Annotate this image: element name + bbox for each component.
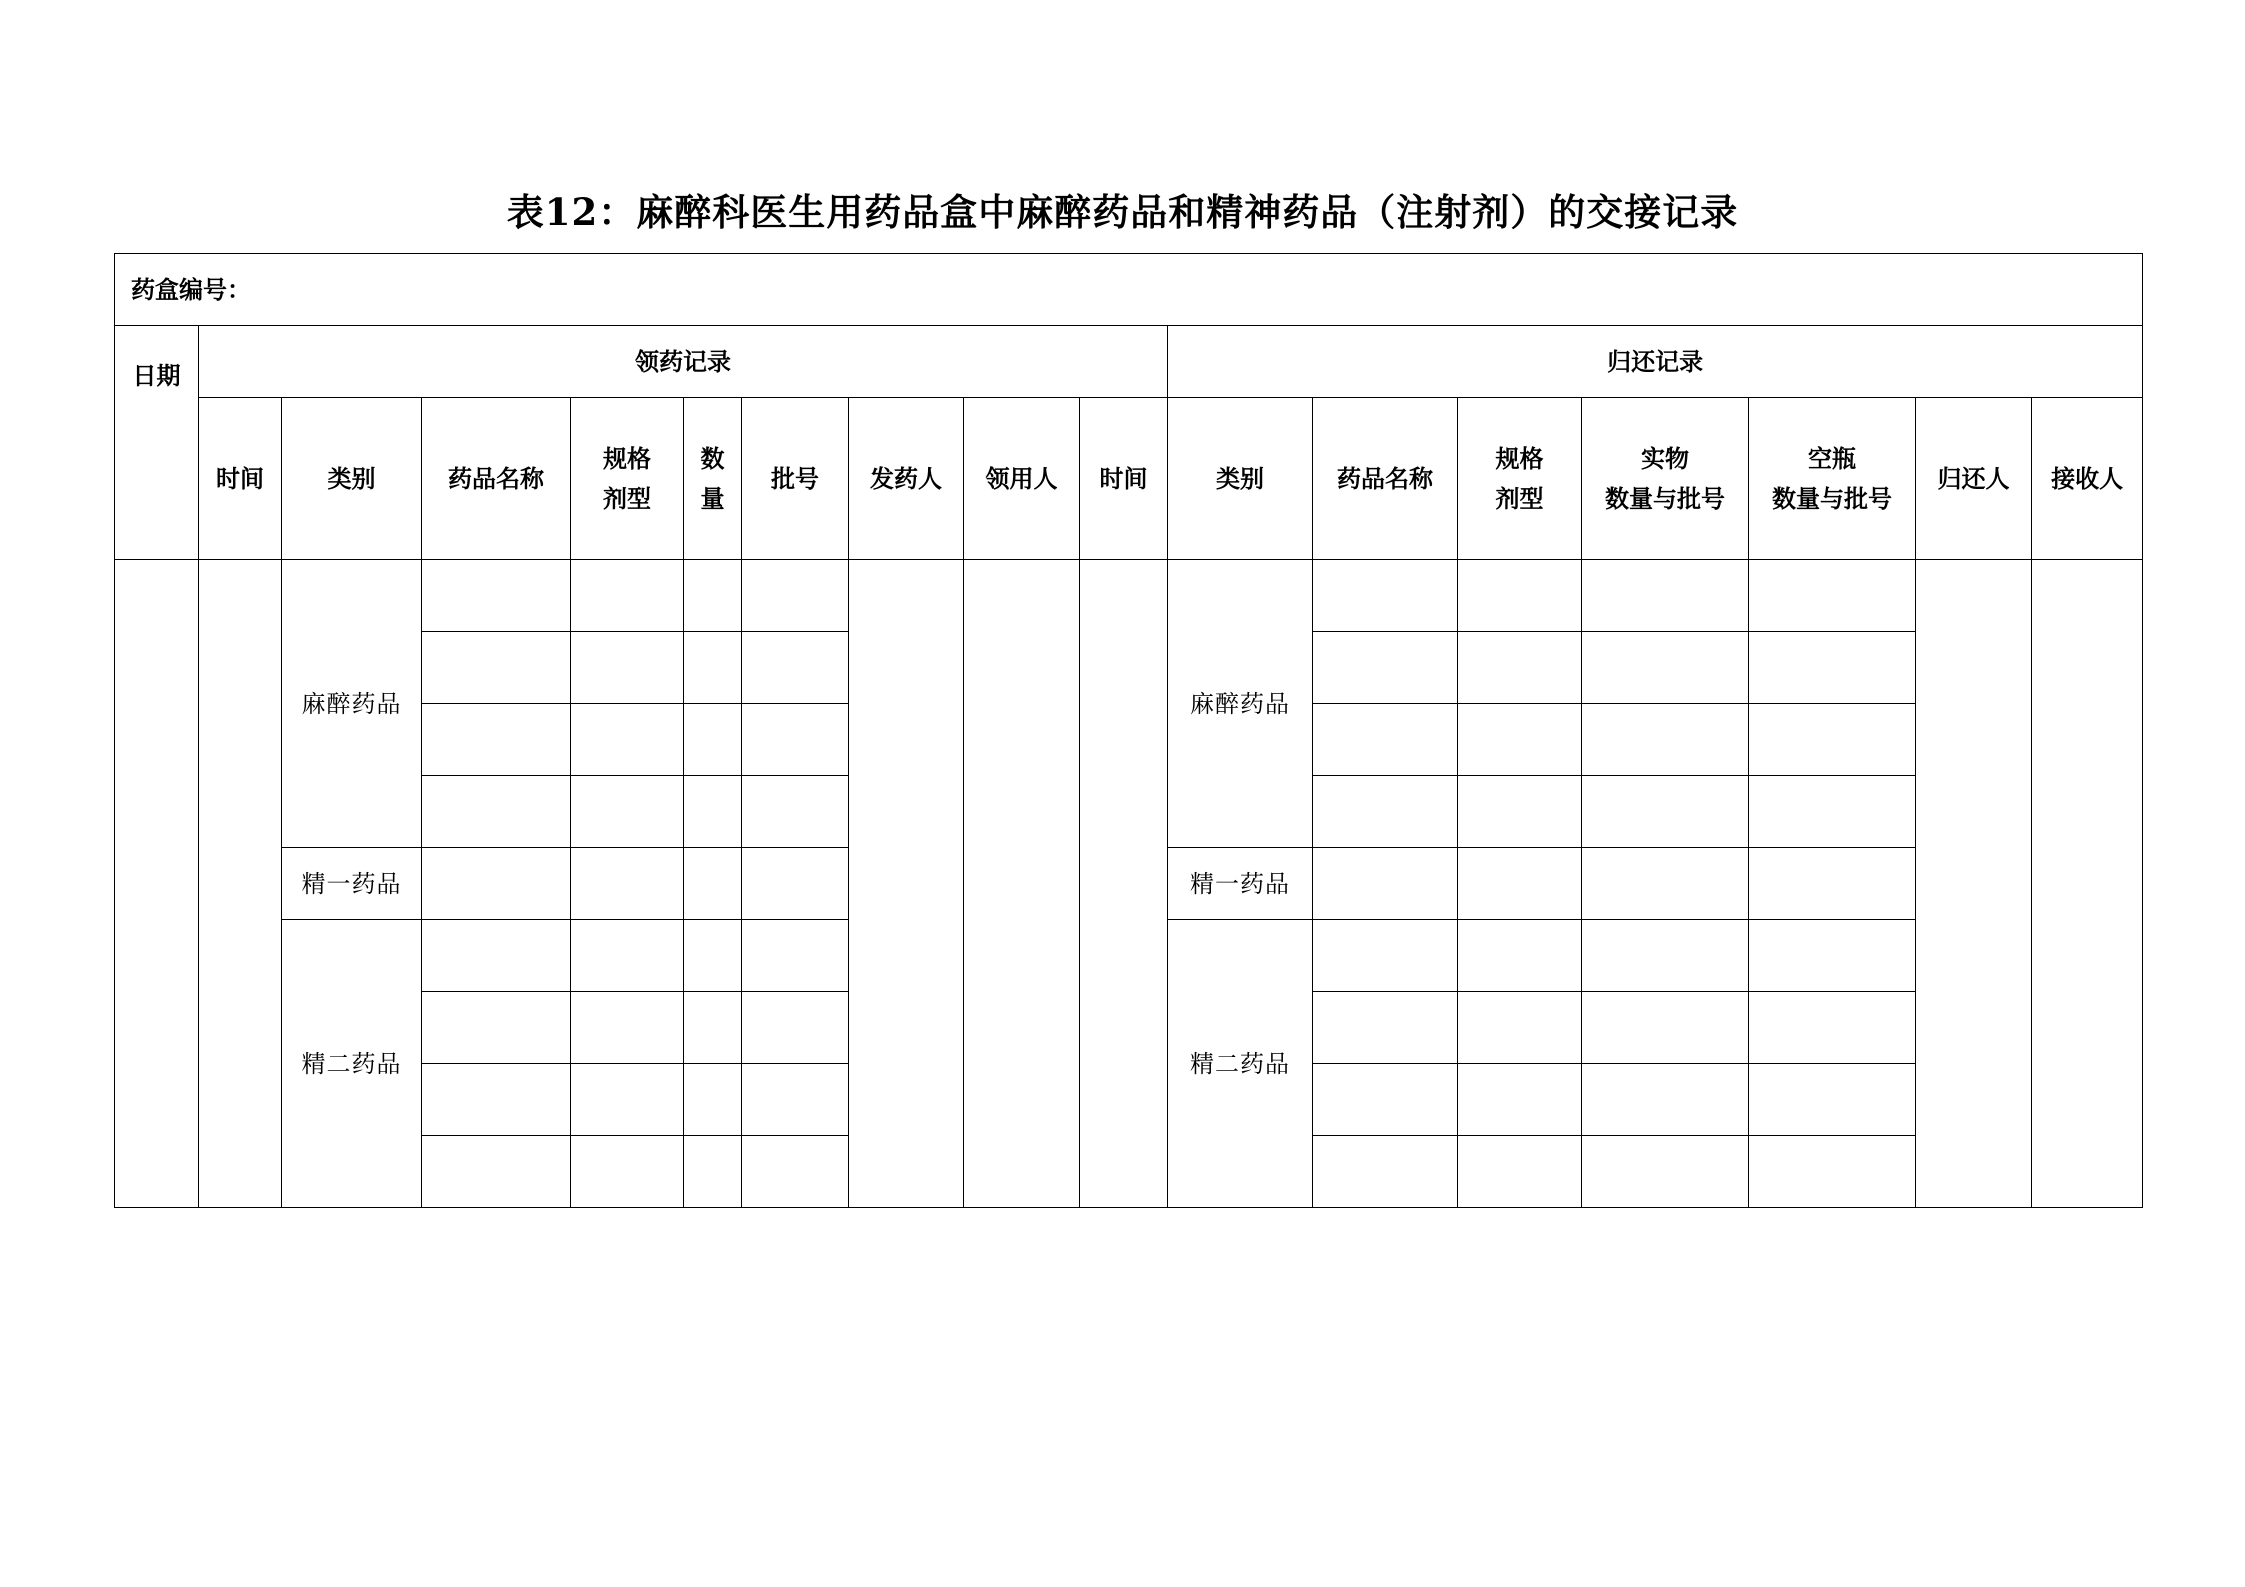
- receive-drug-name-cell[interactable]: [422, 1136, 571, 1208]
- return-spec-cell[interactable]: [1458, 560, 1582, 632]
- receive-qty-cell[interactable]: [684, 920, 742, 992]
- return-actual-cell[interactable]: [1582, 1136, 1749, 1208]
- return-spec-cell[interactable]: [1458, 992, 1582, 1064]
- return-actual-cell[interactable]: [1582, 920, 1749, 992]
- return-empty-cell[interactable]: [1749, 560, 1916, 632]
- return-spec-cell[interactable]: [1458, 848, 1582, 920]
- returner-input-cell[interactable]: [1916, 560, 2032, 1208]
- header-receive-batch: 批号: [742, 398, 849, 560]
- return-empty-cell[interactable]: [1749, 776, 1916, 848]
- header-return-section: 归还记录: [1168, 326, 2143, 398]
- return-actual-cell[interactable]: [1582, 848, 1749, 920]
- receive-dispenser-input-cell[interactable]: [849, 560, 964, 1208]
- return-actual-cell[interactable]: [1582, 632, 1749, 704]
- receive-spec-cell[interactable]: [571, 920, 684, 992]
- receive-category-psych1: 精一药品: [282, 848, 422, 920]
- header-return-empty-line2: 数量与批号: [1772, 484, 1892, 513]
- acceptor-input-cell[interactable]: [2032, 560, 2143, 1208]
- return-actual-cell[interactable]: [1582, 560, 1749, 632]
- header-return-empty: [1749, 398, 1916, 560]
- return-actual-cell[interactable]: [1582, 992, 1749, 1064]
- header-return-spec: [1458, 398, 1582, 560]
- header-receive-time: 时间: [199, 398, 282, 560]
- header-return-category: 类别: [1168, 398, 1313, 560]
- return-drug-name-cell[interactable]: [1313, 704, 1458, 776]
- receive-category-anesthetic: 麻醉药品: [282, 560, 422, 848]
- receive-spec-cell[interactable]: [571, 1136, 684, 1208]
- receive-receiver-input-cell[interactable]: [964, 560, 1080, 1208]
- receive-batch-cell[interactable]: [742, 632, 849, 704]
- receive-spec-cell[interactable]: [571, 560, 684, 632]
- receive-drug-name-cell[interactable]: [422, 704, 571, 776]
- return-drug-name-cell[interactable]: [1313, 776, 1458, 848]
- return-drug-name-cell[interactable]: [1313, 1136, 1458, 1208]
- header-receive-category: 类别: [282, 398, 422, 560]
- receive-category-psych2: 精二药品: [282, 920, 422, 1208]
- header-receive-qty-line1: 数: [700, 444, 725, 473]
- header-return-spec-line2: 剂型: [1495, 484, 1544, 513]
- header-receive-qty: [684, 398, 742, 560]
- header-receive-receiver: 领用人: [964, 398, 1080, 560]
- return-spec-cell[interactable]: [1458, 704, 1582, 776]
- header-return-empty-line1: 空瓶: [1808, 444, 1856, 473]
- header-return-drug-name: 药品名称: [1313, 398, 1458, 560]
- receive-batch-cell[interactable]: [742, 992, 849, 1064]
- page-title: 表12：麻醉科医生用药品盒中麻醉药品和精神药品（注射剂）的交接记录: [506, 190, 1739, 234]
- receive-batch-cell[interactable]: [742, 1064, 849, 1136]
- return-spec-cell[interactable]: [1458, 776, 1582, 848]
- return-category-psych2: 精二药品: [1168, 920, 1313, 1208]
- return-empty-cell[interactable]: [1749, 632, 1916, 704]
- return-empty-cell[interactable]: [1749, 992, 1916, 1064]
- return-spec-cell[interactable]: [1458, 632, 1582, 704]
- return-empty-cell[interactable]: [1749, 704, 1916, 776]
- return-spec-cell[interactable]: [1458, 1064, 1582, 1136]
- header-receive-qty-line2: 量: [700, 484, 725, 513]
- header-receive-drug-name: 药品名称: [422, 398, 571, 560]
- return-category-anesthetic: 麻醉药品: [1168, 560, 1313, 848]
- header-return-acceptor: 接收人: [2032, 398, 2143, 560]
- receive-time-input-cell[interactable]: [199, 560, 282, 1208]
- receive-qty-cell[interactable]: [684, 560, 742, 632]
- header-receive-spec: [571, 398, 684, 560]
- receive-spec-cell[interactable]: [571, 776, 684, 848]
- header-return-actual-line1: 实物: [1641, 444, 1689, 473]
- return-drug-name-cell[interactable]: [1313, 992, 1458, 1064]
- receive-qty-cell[interactable]: [684, 632, 742, 704]
- receive-batch-cell[interactable]: [742, 704, 849, 776]
- receive-drug-name-cell[interactable]: [422, 992, 571, 1064]
- header-receive-spec-line1: 规格: [603, 444, 651, 473]
- return-drug-name-cell[interactable]: [1313, 632, 1458, 704]
- header-date: 日期: [115, 326, 199, 560]
- return-drug-name-cell[interactable]: [1313, 920, 1458, 992]
- return-drug-name-cell[interactable]: [1313, 848, 1458, 920]
- header-return-actual-line2: 数量与批号: [1605, 484, 1725, 513]
- return-drug-name-cell[interactable]: [1313, 560, 1458, 632]
- receive-qty-cell[interactable]: [684, 848, 742, 920]
- receive-batch-cell[interactable]: [742, 560, 849, 632]
- receive-qty-cell[interactable]: [684, 704, 742, 776]
- return-spec-cell[interactable]: [1458, 920, 1582, 992]
- return-actual-cell[interactable]: [1582, 704, 1749, 776]
- receive-drug-name-cell[interactable]: [422, 848, 571, 920]
- date-input-cell[interactable]: [115, 560, 199, 1208]
- receive-batch-cell[interactable]: [742, 1136, 849, 1208]
- return-empty-cell[interactable]: [1749, 1064, 1916, 1136]
- return-actual-cell[interactable]: [1582, 776, 1749, 848]
- receive-spec-cell[interactable]: [571, 1064, 684, 1136]
- header-return-time: 时间: [1080, 398, 1168, 560]
- receive-batch-cell[interactable]: [742, 776, 849, 848]
- return-empty-cell[interactable]: [1749, 920, 1916, 992]
- header-return-actual: [1582, 398, 1749, 560]
- return-actual-cell[interactable]: [1582, 1064, 1749, 1136]
- return-empty-cell[interactable]: [1749, 848, 1916, 920]
- receive-drug-name-cell[interactable]: [422, 632, 571, 704]
- handover-record-table: [114, 253, 2143, 1208]
- receive-drug-name-cell[interactable]: [422, 560, 571, 632]
- receive-qty-cell[interactable]: [684, 1064, 742, 1136]
- receive-batch-cell[interactable]: [742, 848, 849, 920]
- receive-qty-cell[interactable]: [684, 992, 742, 1064]
- receive-spec-cell[interactable]: [571, 632, 684, 704]
- return-drug-name-cell[interactable]: [1313, 1064, 1458, 1136]
- receive-drug-name-cell[interactable]: [422, 1064, 571, 1136]
- header-return-returner: 归还人: [1916, 398, 2032, 560]
- header-return-spec-line1: 规格: [1495, 444, 1544, 473]
- receive-spec-cell[interactable]: [571, 992, 684, 1064]
- receive-batch-cell[interactable]: [742, 920, 849, 992]
- receive-spec-cell[interactable]: [571, 704, 684, 776]
- table-row: [115, 560, 2143, 632]
- receive-drug-name-cell[interactable]: [422, 776, 571, 848]
- receive-qty-cell[interactable]: [684, 776, 742, 848]
- box-number-label: 药盒编号：: [131, 275, 251, 304]
- header-receive-section: 领药记录: [199, 326, 1168, 398]
- return-spec-cell[interactable]: [1458, 1136, 1582, 1208]
- receive-qty-cell[interactable]: [684, 1136, 742, 1208]
- box-number-cell[interactable]: [115, 254, 2143, 326]
- return-time-input-cell[interactable]: [1080, 560, 1168, 1208]
- header-receive-dispenser: 发药人: [849, 398, 964, 560]
- receive-drug-name-cell[interactable]: [422, 920, 571, 992]
- return-empty-cell[interactable]: [1749, 1136, 1916, 1208]
- header-receive-spec-line2: 剂型: [603, 484, 651, 513]
- return-category-psych1: 精一药品: [1168, 848, 1313, 920]
- receive-spec-cell[interactable]: [571, 848, 684, 920]
